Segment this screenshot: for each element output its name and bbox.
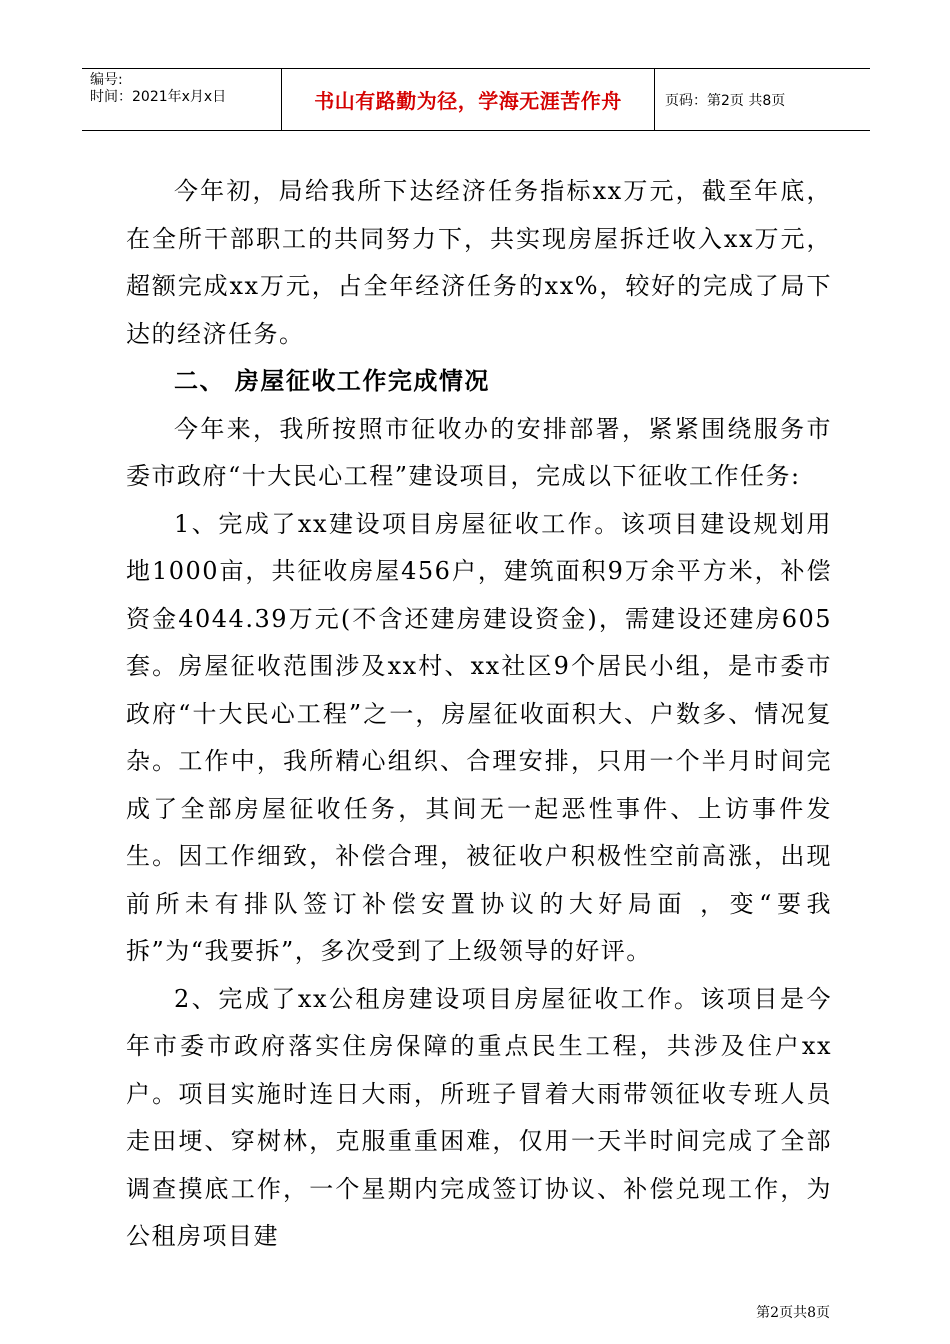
page-footer: 第2页共8页 bbox=[756, 1305, 830, 1321]
page-header bbox=[82, 68, 870, 131]
document-date: 时间：2021年x月x日 bbox=[90, 89, 227, 105]
paragraph-item-2: 2、完成了xx公租房建设项目房屋征收工作。该项目是今年市委市政府落实住房保障的重点民生工程，共涉及住户xx户。项目实施时连日大雨，所班子冒着大雨带领征收专班人员走田埂、穿树林，克服重重困难，仅用一天半时间完成了全部调查摸底工作，一个星期内完成签订协议、补偿兑现工作，为公租房项目建 bbox=[126, 984, 832, 1250]
document-body bbox=[126, 168, 832, 1261]
header-motto: 书山有路勤为径，学海无涯苦作舟 bbox=[282, 69, 655, 130]
section-heading-2: 二、 房屋征收工作完成情况 bbox=[174, 367, 490, 395]
document-number: 编号: bbox=[90, 72, 123, 88]
header-page-info: 页码：第2页 共8页 bbox=[665, 92, 786, 109]
header-meta bbox=[82, 69, 282, 130]
paragraph-economic-tasks: 今年初，局给我所下达经济任务指标xx万元，截至年底，在全所干部职工的共同努力下，共实现房屋拆迁收入xx万元，超额完成xx万元，占全年经济任务的xx%，较好的完成了局下达的经济任务。 bbox=[126, 177, 832, 348]
paragraph-item-1: 1、完成了xx建设项目房屋征收工作。该项目建设规划用地1000亩，共征收房屋456户，建筑面积9万余平方米，补偿资金4044.39万元(不含还建房建设资金)，需建设还建房605套。房屋征收范围涉及xx村、xx社区9个居民小组，是市委市政府“十大民心工程”之一，房屋征收面积大、户数多、情况复杂。工作中，我所精心组织、合理安排，只用一个半月时间完成了全部房屋征收任务，其间无一起恶性事件、上访事件发生。因工作细致，补偿合理，被征收户积极性空前高涨，出现前所未有排队签订补偿安置协议的大好局面 ，变“要我拆”为“我要拆”，多次受到了上级领导的好评。 bbox=[126, 509, 832, 965]
paragraph-intro: 今年来，我所按照市征收办的安排部署，紧紧围绕服务市委市政府“十大民心工程”建设项目，完成以下征收工作任务: bbox=[126, 414, 832, 490]
